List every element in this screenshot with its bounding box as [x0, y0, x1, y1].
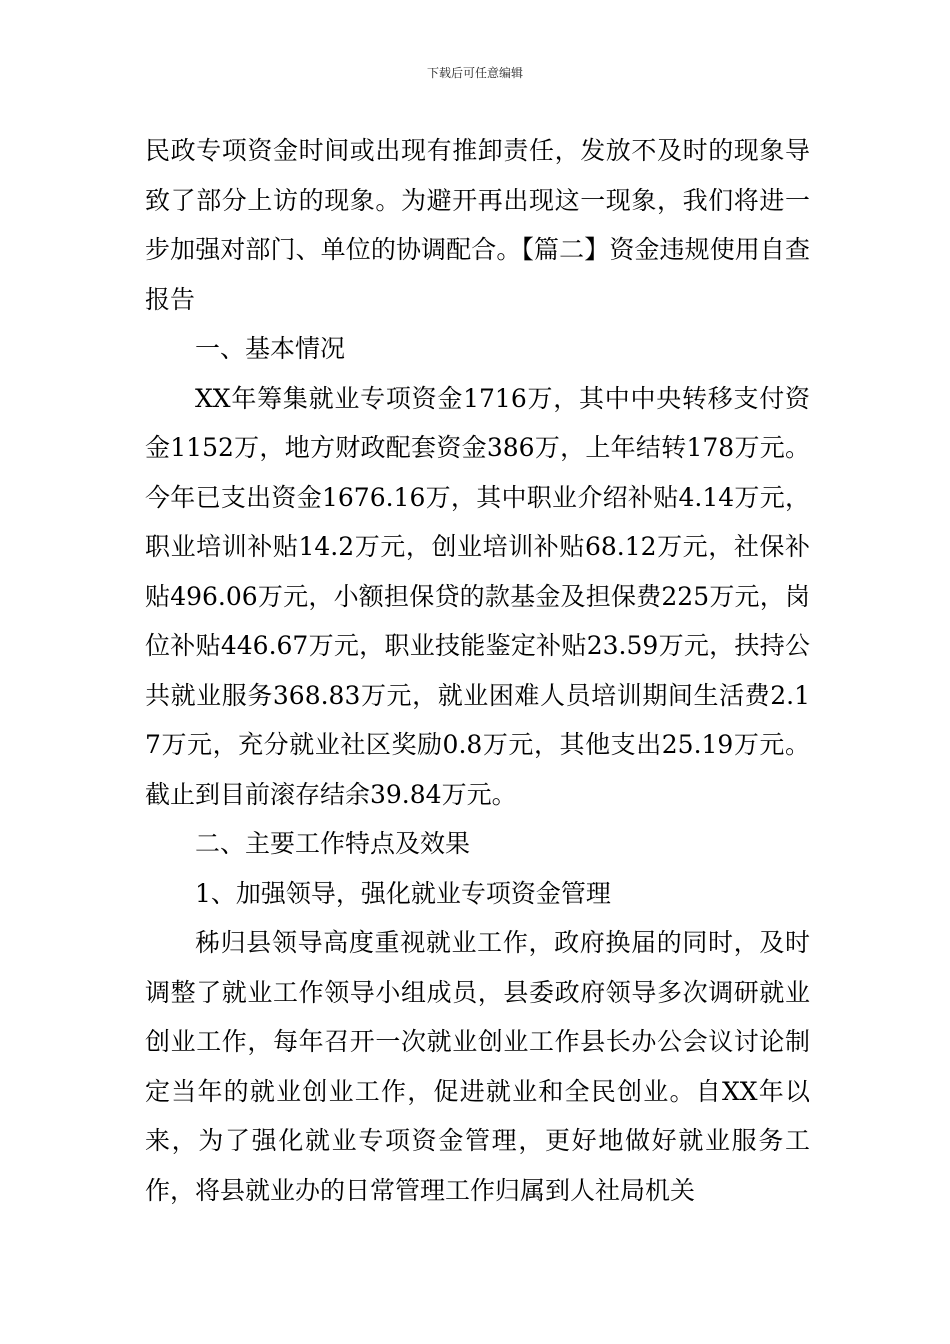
subheading-strengthen-leadership: 1、加强领导，强化就业专项资金管理: [195, 878, 611, 908]
section-heading-main-features: 二、主要工作特点及效果: [195, 829, 471, 858]
paragraph-intro: 民政专项资金时间或出现有推卸责任，发放不及时的现象导致了部分上访的现象。为避开再出现这一现象，我们将进一步加强对部门、单位的协调配合。【篇二】资金违规使用自查报告: [145, 136, 810, 314]
page-header-note: 下载后可任意编辑: [426, 66, 523, 80]
section-heading-basic-situation: 一、基本情况: [195, 334, 346, 363]
paragraph-funding-details: XX年筹集就业专项资金1716万，其中中央转移支付资金1152万，地方财政配套资金386万，上年结转178万元。今年已支出资金1676.16万，其中职业介绍补贴4.14万元，职业培训补贴14.2万元，创业培训补贴68.12万元，社保补贴496.06万元，小额担保贷的款基金及担保费225万元，岗位补贴446.67万元，职业技能鉴定补贴23.59万元，扶持公共就业服务368.83万元，就业困难人员培训期间生活费2.17万元，充分就业社区奖励0.8万元，其他支出25.19万元。截止到目前滚存结余39.84万元。: [145, 383, 810, 809]
document-body: [145, 126, 810, 1215]
paragraph-leadership-details: 秭归县领导高度重视就业工作，政府换届的同时，及时调整了就业工作领导小组成员，县委政府领导多次调研就业创业工作，每年召开一次就业创业工作县长办公会议讨论制定当年的就业创业工作，促进就业和全民创业。自XX年以来，为了强化就业专项资金管理，更好地做好就业服务工作，将县就业办的日常管理工作归属到人社局机关: [145, 928, 810, 1205]
